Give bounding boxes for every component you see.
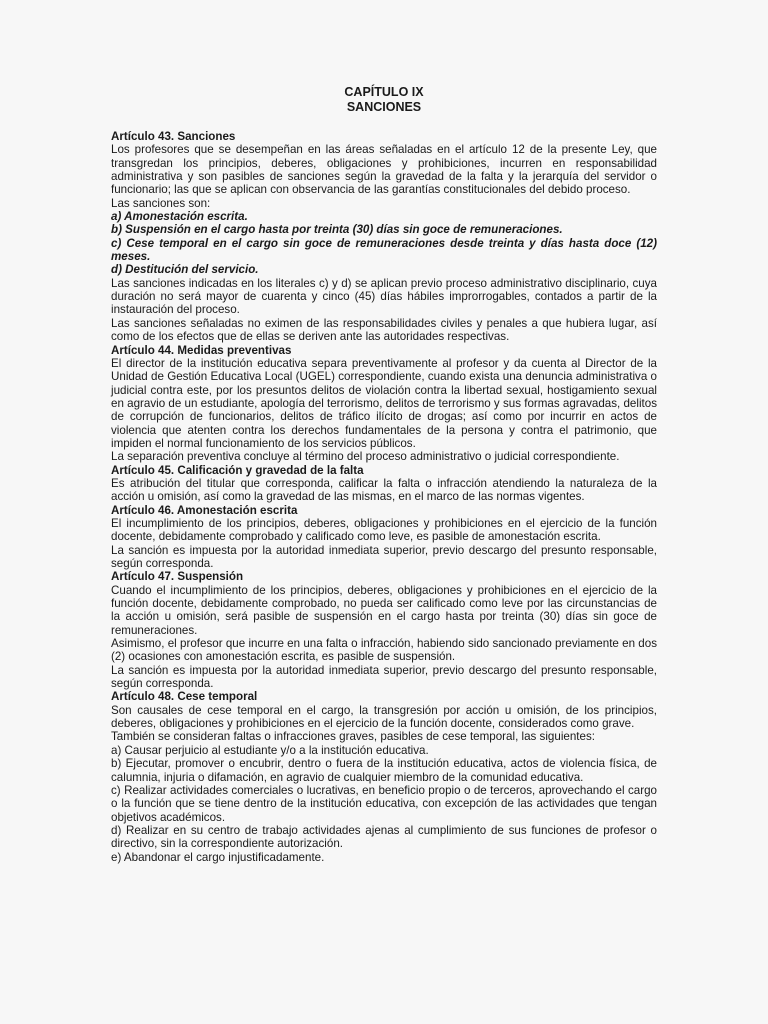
article-48-heading: Artículo 48. Cese temporal — [111, 690, 258, 704]
article-48-item-e: e) Abandonar el cargo injustificadamente. — [111, 850, 325, 864]
article-47-heading: Artículo 47. Suspensión — [111, 570, 244, 584]
article-44-heading: Artículo 44. Medidas preventivas — [111, 343, 292, 357]
chapter-number: CAPÍTULO IX — [344, 85, 424, 99]
article-43-heading: Artículo 43. Sanciones — [111, 130, 236, 143]
article-46-paragraph-1: El incumplimiento de los principios, deberes, obligaciones y prohibiciones en el ejercicio de la función docente, debidamente comprobado y calificado como leve, es pasible de amonestación escrita. — [111, 516, 657, 544]
article-47-paragraph-2: Asimismo, el profesor que incurre en una falta o infracción, habiendo sido sancionado previamente en dos (2) ocasiones con amonestación escrita, es pasible de suspensión. — [111, 637, 657, 664]
article-48-item-b: b) Ejecutar, promover o encubrir, dentro o fuera de la institución educativa, actos de violencia física, de calumnia, injuria o difamación, en agravio de cualquier miembro de la comunidad educativa. — [111, 757, 657, 784]
article-43-paragraph-2: Las sanciones indicadas en los literales c) y d) se aplican previo proceso administrativo disciplinario, cuya duración no será mayor de cuarenta y cinco (45) días hábiles improrrogables, contados a partir de la instauración del proceso. — [111, 276, 657, 317]
document-body — [111, 130, 657, 864]
article-46-paragraph-2: La sanción es impuesta por la autoridad inmediata superior, previo descargo del presunto responsable, según corresponda. — [111, 543, 657, 570]
article-46-heading: Artículo 46. Amonestación escrita — [111, 503, 298, 517]
article-43-item-b: b) Suspensión en el cargo hasta por treinta (30) días sin goce de remuneraciones. — [111, 223, 563, 237]
article-43-item-a: a) Amonestación escrita. — [111, 210, 248, 224]
article-48-item-a: a) Causar perjuicio al estudiante y/o a la institución educativa. — [111, 743, 429, 757]
article-43-paragraph-3: Las sanciones señaladas no eximen de las responsabilidades civiles y penales a que hubiera lugar, así como de los efectos que de ellas se deriven ante las autoridades respectivas. — [111, 316, 657, 344]
article-47-paragraph-1: Cuando el incumplimiento de los principios, deberes, obligaciones y prohibiciones en el ejercicio de la función docente, debidamente comprobado, no pueda ser calificado como leve por las circunstancias de la acción u omisión, será pasible de suspensión en el cargo hasta por treinta (30) días sin goce de remuneraciones. — [111, 583, 657, 637]
article-44-paragraph-2: La separación preventiva concluye al término del proceso administrativo o judicial correspondiente. — [111, 450, 620, 464]
article-48-item-d: d) Realizar en su centro de trabajo actividades ajenas al cumplimiento de sus funciones de profesor o directivo, sin la correspondiente autorización. — [111, 823, 657, 851]
article-48-item-c: c) Realizar actividades comerciales o lucrativas, en beneficio propio o de terceros, aprovechando el cargo o la función que se tiene dentro de la institución educativa, con excepción de las actividades que tengan objetivos académicos. — [111, 783, 657, 824]
article-47-paragraph-3: La sanción es impuesta por la autoridad inmediata superior, previo descargo del presunto responsable, según corresponda. — [111, 663, 657, 691]
article-43-item-d: d) Destitución del servicio. — [111, 263, 259, 277]
article-43-item-c: c) Cese temporal en el cargo sin goce de remuneraciones desde treinta y días hasta doce (12) meses. — [111, 236, 657, 264]
article-43-paragraph-1: Los profesores que se desempeñan en las áreas señaladas en el artículo 12 de la presente Ley, que transgredan los principios, deberes, obligaciones y prohibiciones, incurren en responsabilidad administrativa y son pasibles de sanciones según la gravedad de la falta y la jerarquía del servidor o funcionario; las que se aplican con observancia de las garantías constitucionales del debido proceso. — [111, 143, 657, 197]
article-43-intro: Las sanciones son: — [111, 196, 211, 210]
article-48-paragraph-1: Son causales de cese temporal en el cargo, la transgresión por acción u omisión, de los principios, deberes, obligaciones y prohibiciones en el ejercicio de la función docente, considerados como grave. — [111, 703, 657, 731]
article-48-paragraph-2: También se consideran faltas o infracciones graves, pasibles de cese temporal, las siguientes: — [111, 730, 595, 744]
article-45-heading: Artículo 45. Calificación y gravedad de la falta — [111, 463, 364, 477]
chapter-title: SANCIONES — [346, 100, 422, 114]
article-45-paragraph-1: Es atribución del titular que corresponda, calificar la falta o infracción atendiendo la naturaleza de la acción u omisión, así como la gravedad de las mismas, en el marco de las normas vigentes. — [111, 476, 657, 504]
article-44-paragraph-1: El director de la institución educativa separa preventivamente al profesor y da cuenta al Director de la Unidad de Gestión Educativa Local (UGEL) correspondiente, cuando exista una denuncia administrativa o judicial contra este, por los presuntos delitos de violación contra la libertad sexual, hostigamiento sexual en agravio de un estudiante, apología del terrorismo, delitos de terrorismo y sus formas agravadas, delitos de corrupción de funcionarios, delitos de tráfico ilícito de drogas; así como por incurrir en actos de violencia que atenten contra los derechos fundamentales de la persona y contra el patrimonio, que impiden el normal funcionamiento de los servicios públicos. — [111, 356, 657, 450]
